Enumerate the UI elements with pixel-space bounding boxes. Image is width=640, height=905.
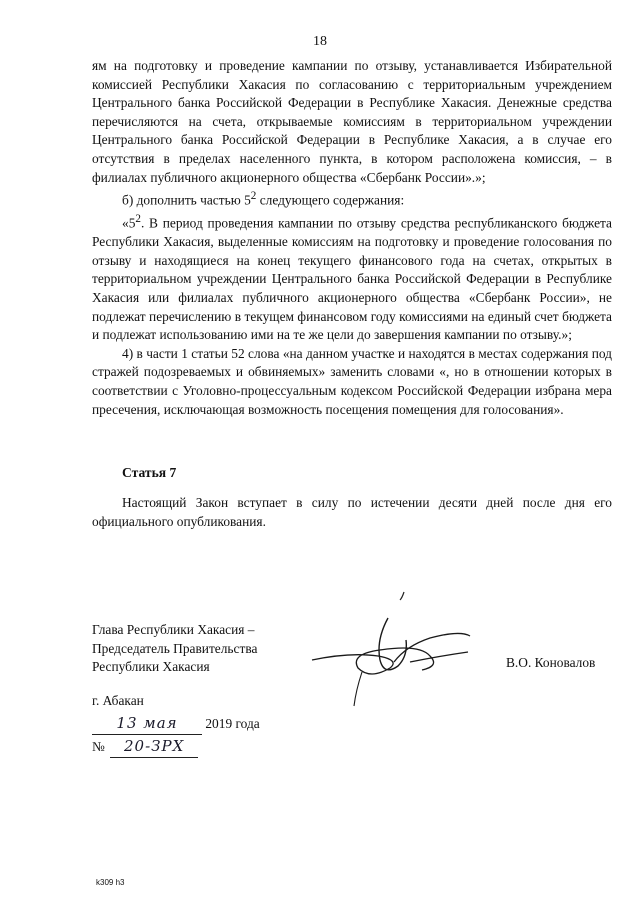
page-number: 18 [313, 34, 327, 49]
date-line [92, 712, 260, 735]
city-line: г. Абакан [92, 693, 144, 708]
paragraph-add-part [92, 187, 612, 210]
signer-name: В.О. Коновалов [506, 655, 596, 670]
article-heading: Статья 7 [122, 465, 177, 480]
superscript-index: 2 [135, 213, 141, 226]
law-body-text [92, 57, 612, 419]
superscript-index: 2 [250, 190, 257, 203]
handwritten-date: 13 мая [92, 712, 202, 735]
handwritten-signature [310, 590, 480, 710]
place-date-block [92, 690, 260, 758]
paragraph-part-5-2-text: . В период проведения кампании по отзыву средства республиканского бюджета Республики Хакасия, выделенные комиссиям на подготовку и проведение голосования по отзыву и находящиеся на конец текущего финансового года на счетах, открытых в территориальном учреждении Центрального банка Российской Федерации в Республике Хакасия или филиалах публичного акционерного общества «Сбербанк России», не подлежат перечислению в текущем финансовом году комиссиями на единый счет бюджета и подлежат использованию ими на те же цели до завершения кампании по отзыву.»; [92, 215, 612, 343]
signer-title-line-3: Республики Хакасия [92, 659, 210, 675]
number-sign: № [92, 739, 105, 754]
article-text: Настоящий Закон вступает в силу по истечении десяти дней после дня его официального опубликования. [92, 495, 612, 529]
handwritten-law-number: 20-ЗРХ [110, 735, 198, 758]
signer-title-block [92, 621, 257, 677]
footer-code: k309 h3 [96, 878, 125, 887]
paragraph-part-5-2-start: «5 [122, 215, 136, 231]
paragraph-part-5-2 [92, 210, 612, 345]
paragraph-funds-transfer: ям на подготовку и проведение кампании по отзыву, устанавливается Избирательной комиссией Республики Хакасия по согласованию с территориальным учреждением Центрального банка Российской Федерации в Республике Хакасия. Денежные средства перечисляются на счета, открываемые комиссиям в территориальном учреждении Центрального банка Российской Федерации в Республике Хакасия, а в случае его отсутствия в пределах населенного пункта, в котором расположена комиссия, – в филиалах публичного акционерного общества «Сбербанк России».»; [92, 58, 612, 185]
law-number-line [92, 735, 260, 758]
signer-title-line-2: Председатель Правительства [92, 640, 258, 656]
date-year: 2019 года [205, 716, 260, 731]
paragraph-article-52: 4) в части 1 статьи 52 слова «на данном участке и находятся в местах содержания под стражей подозреваемых и обвиняемых» заменить словами «, но в отношении которых в соответствии с Уголовно-процессуальным кодексом Российской Федерации избрана мера пресечения, исключающая возможность посещения помещения для голосования». [92, 345, 612, 417]
signer-title-line-1: Глава Республики Хакасия – [92, 622, 255, 637]
paragraph-add-part-text: б) дополнить частью 5 [122, 192, 251, 208]
paragraph-add-part-tail: следующего содержания: [256, 192, 405, 208]
